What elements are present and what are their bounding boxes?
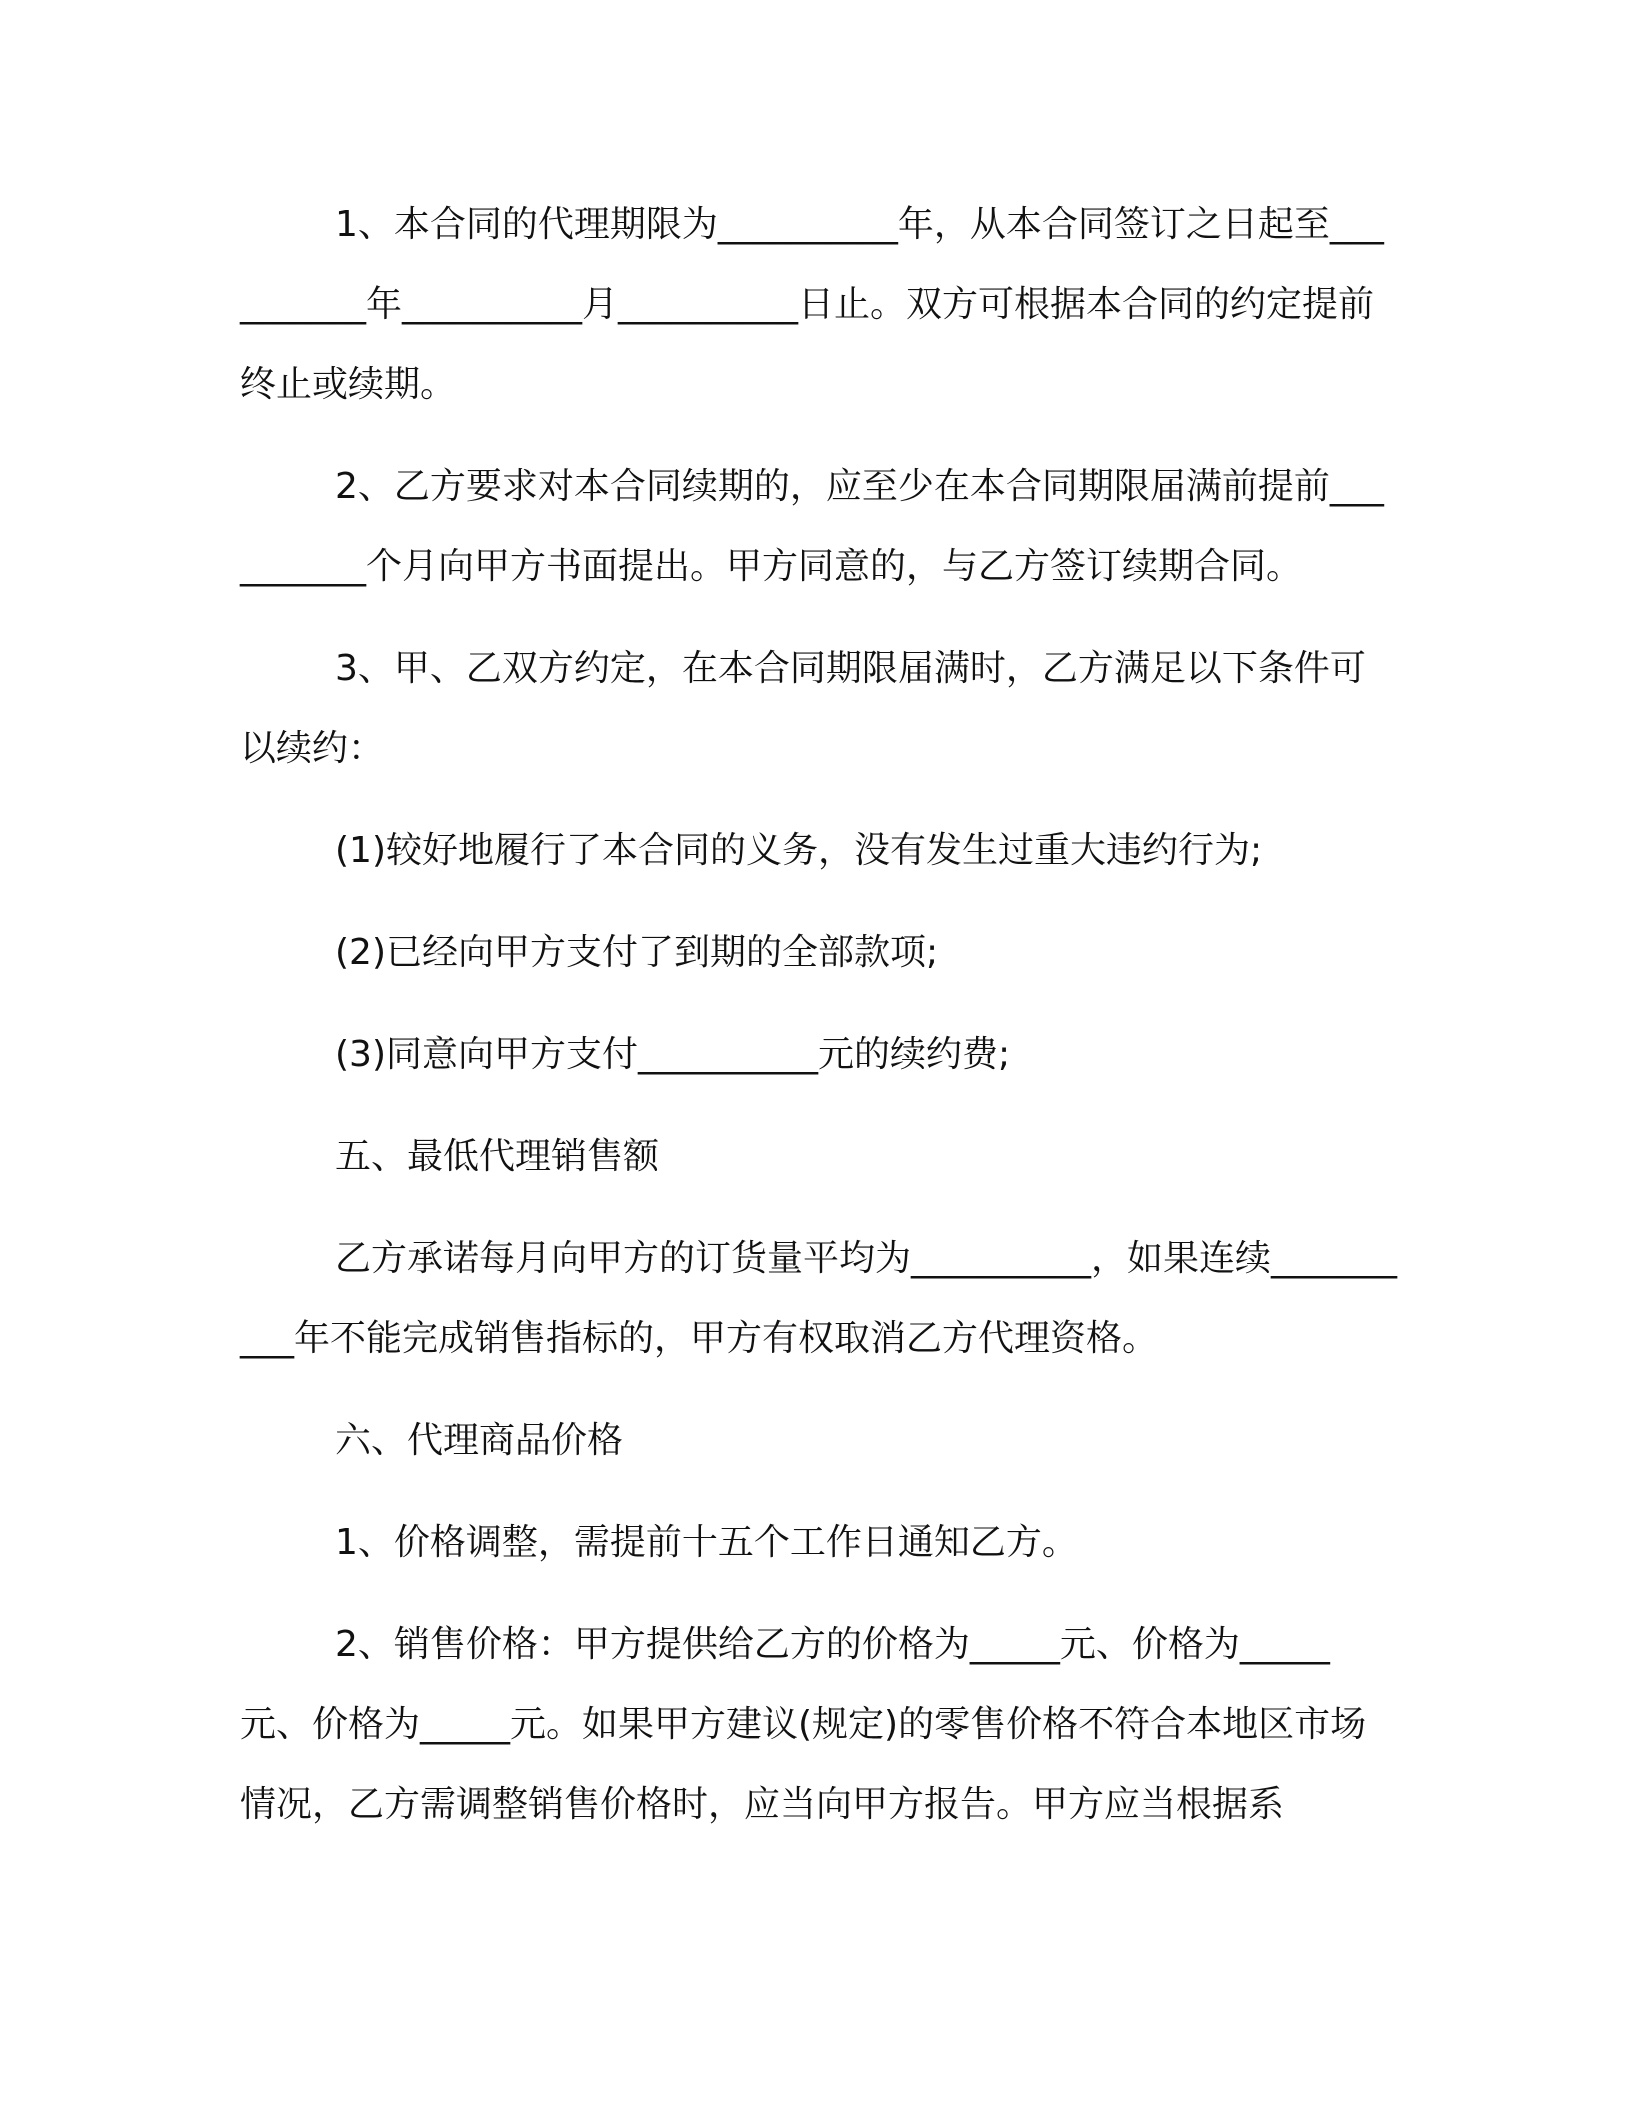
paragraph-sales-price: 2、销售价格：甲方提供给乙方的价格为_____元、价格为_____元、价格为_____元。如果甲方建议(规定)的零售价格不符合本地区市场情况，乙方需调整销售价格时，应当向甲方报告。甲方应当根据系	[240, 1624, 1367, 1825]
section-heading-product-price: 六、代理商品价格	[335, 1420, 624, 1461]
paragraph-condition-2: (2)已经向甲方支付了到期的全部款项;	[335, 932, 939, 973]
section-heading-minimum-sales: 五、最低代理销售额	[335, 1136, 660, 1177]
paragraph-term-period: 1、本合同的代理期限为__________年，从本合同签订之日起至__________年__________月__________日止。双方可根据本合同的约定提前终止或续期。	[240, 204, 1384, 405]
paragraph-condition-3: (3)同意向甲方支付__________元的续约费;	[335, 1034, 1011, 1075]
paragraph-renewal-conditions: 3、甲、乙双方约定，在本合同期限届满时，乙方满足以下条件可以续约：	[240, 648, 1366, 769]
paragraph-price-adjustment: 1、价格调整，需提前十五个工作日通知乙方。	[335, 1522, 1078, 1563]
document-body	[240, 185, 1400, 1867]
paragraph-renewal-request: 2、乙方要求对本合同续期的，应至少在本合同期限届满前提前__________个月向甲方书面提出。甲方同意的，与乙方签订续期合同。	[240, 466, 1384, 587]
paragraph-minimum-sales: 乙方承诺每月向甲方的订货量平均为__________，如果连续__________年不能完成销售指标的，甲方有权取消乙方代理资格。	[240, 1238, 1398, 1359]
paragraph-condition-1: (1)较好地履行了本合同的义务，没有发生过重大违约行为;	[335, 830, 1263, 871]
